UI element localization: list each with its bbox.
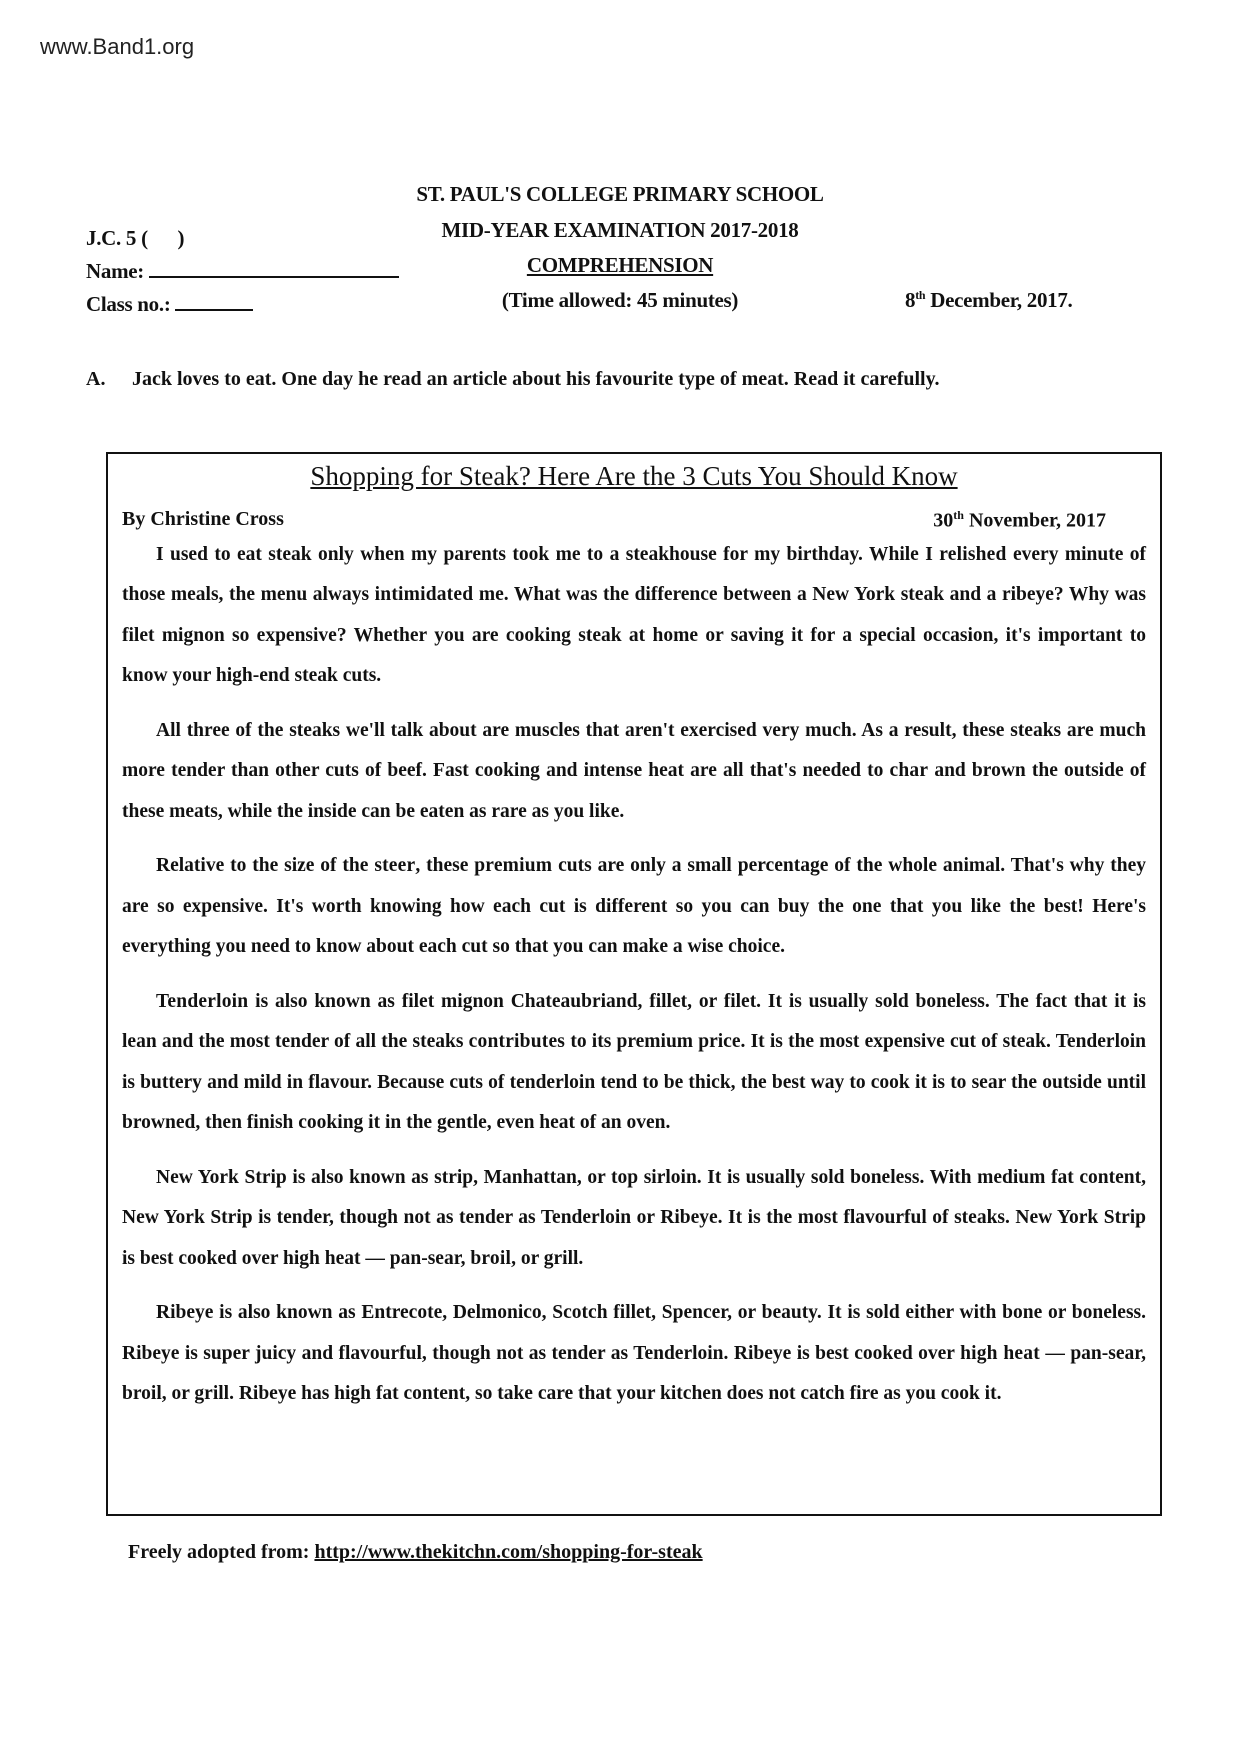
class-no-blank[interactable]	[175, 295, 253, 311]
vocab-word: intimidated	[374, 584, 474, 606]
vocab-word: steer	[374, 855, 416, 877]
paragraph-text: to its premium price. It is the most expensive cut of steak. Tenderloin is buttery and mild in flavour. Because cuts of tenderloin tend to be thick, the best way to cook it is to sear the outside until browned, then finish cooking it in the gentle, even heat of an oven.	[122, 1031, 1147, 1134]
article-paragraph	[122, 982, 1146, 1144]
article-date-sup: th	[953, 508, 964, 522]
class-label: J.C. 5 ( )	[86, 226, 185, 250]
class-no-label: Class no.:	[86, 292, 171, 316]
article-paragraph	[122, 846, 1146, 968]
name-field[interactable]	[86, 259, 399, 284]
article-date	[933, 508, 1106, 533]
paragraph-text: , or grill.	[511, 1247, 584, 1269]
source-label: Freely adopted from:	[128, 1541, 315, 1563]
article-box	[106, 452, 1162, 1516]
question-text: Jack loves to eat. One day he read an article about his favourite type of meat. Read it carefully.	[132, 368, 940, 390]
paragraph-text: I used to eat steak only when my parents took me to a steakhouse for my birthday. While I	[156, 543, 940, 565]
article-body	[122, 535, 1146, 1415]
vocab-word: relished	[939, 543, 1007, 565]
article-paragraph	[122, 1293, 1146, 1415]
class-no-field[interactable]	[86, 292, 253, 317]
date-sup: th	[915, 288, 926, 302]
vocab-word: contributes	[468, 1031, 566, 1053]
name-label: Name:	[86, 259, 144, 283]
article-paragraph	[122, 711, 1146, 833]
vocab-word: high heat	[960, 1342, 1040, 1364]
question-letter: A.	[86, 368, 106, 390]
paragraph-text: Ribeye is also known as Entrecote, Delmonico, Scotch fillet, Spencer, or beauty. It is sold either with bone or boneless. Ribeye is super juicy and flavourful, though not as tender as Tenderloin. Ribeye is best cooked over	[122, 1302, 1146, 1364]
source-link[interactable]: http://www.thekitchn.com/shopping-for-steak	[314, 1541, 703, 1563]
article-date-day: 30	[933, 509, 954, 532]
exam-title: MID-YEAR EXAMINATION 2017-2018	[441, 218, 799, 242]
paragraph-text: All three of the steaks we'll talk about are muscles that aren't exercised very much. As a result, these steaks are much more tender than other cuts of beef. Fast cooking and intense heat are all that's needed to	[122, 719, 1146, 782]
watermark: www.Band1.org	[40, 34, 195, 59]
article-paragraph	[122, 535, 1146, 697]
date-day: 8	[905, 288, 916, 312]
paragraph-text: is also known as filet mignon Chateaubriand, fillet, or filet. It is usually sold boneless. The fact that it is lean and the most tender of all the steaks	[122, 990, 1146, 1053]
paragraph-text: Relative to the size of the	[156, 855, 375, 877]
paragraph-text: every minute of those meals, the menu always	[122, 543, 1147, 606]
article-date-rest: November, 2017	[963, 509, 1106, 532]
source-credit	[128, 1541, 703, 1564]
paragraph-text: — pan-sear, broil, or grill. Ribeye has high fat content, so take care that your kitchen does not catch fire as you cook it.	[122, 1342, 1146, 1405]
paragraph-text: cuts are only a small percentage of the whole animal. That's why they are so expensive. It's worth knowing how each cut is different so you can buy the one that you like the best! Here's everything you need to know about each cut so that you can make a wise choice.	[122, 855, 1146, 958]
article-byline	[122, 508, 1146, 533]
paragraph-text: and brown the outside of these meats, while the inside can be eaten as rare as you like.	[122, 760, 1146, 822]
subject-title: COMPREHENSION	[526, 253, 714, 277]
vocab-word: premium	[474, 855, 553, 877]
vocab-word: Tenderloin	[156, 990, 249, 1012]
time-allowed: (Time allowed: 45 minutes)	[501, 288, 739, 312]
date-rest: December, 2017.	[925, 288, 1073, 312]
exam-date	[905, 288, 1073, 313]
vocab-word: char	[889, 760, 929, 782]
name-blank[interactable]	[149, 262, 399, 278]
article-paragraph	[122, 1158, 1146, 1280]
question-instruction	[86, 368, 940, 391]
school-name: ST. PAUL'S COLLEGE PRIMARY SCHOOL	[416, 182, 824, 206]
article-title: Shopping for Steak? Here Are the 3 Cuts You Should Know	[310, 461, 958, 491]
paragraph-text: New York Strip is also known as strip, Manhattan, or top sirloin. It is usually sold boneless. With medium fat content, New York Strip is tender, though not as tender as Tenderloin or Ribeye. It is the most flavourful of steaks. New York Strip is best cooked over high heat — pan-sear,	[122, 1166, 1146, 1269]
paragraph-text: , these	[415, 855, 475, 877]
vocab-word: broil	[470, 1247, 512, 1269]
article-author: By Christine Cross	[122, 508, 284, 530]
paragraph-text: me. What was the difference between a New York steak and a ribeye? Why was filet mignon so expensive? Whether you are cooking steak at home or saving it for a special occasion, it's important to know your high-end steak cuts.	[122, 584, 1146, 687]
